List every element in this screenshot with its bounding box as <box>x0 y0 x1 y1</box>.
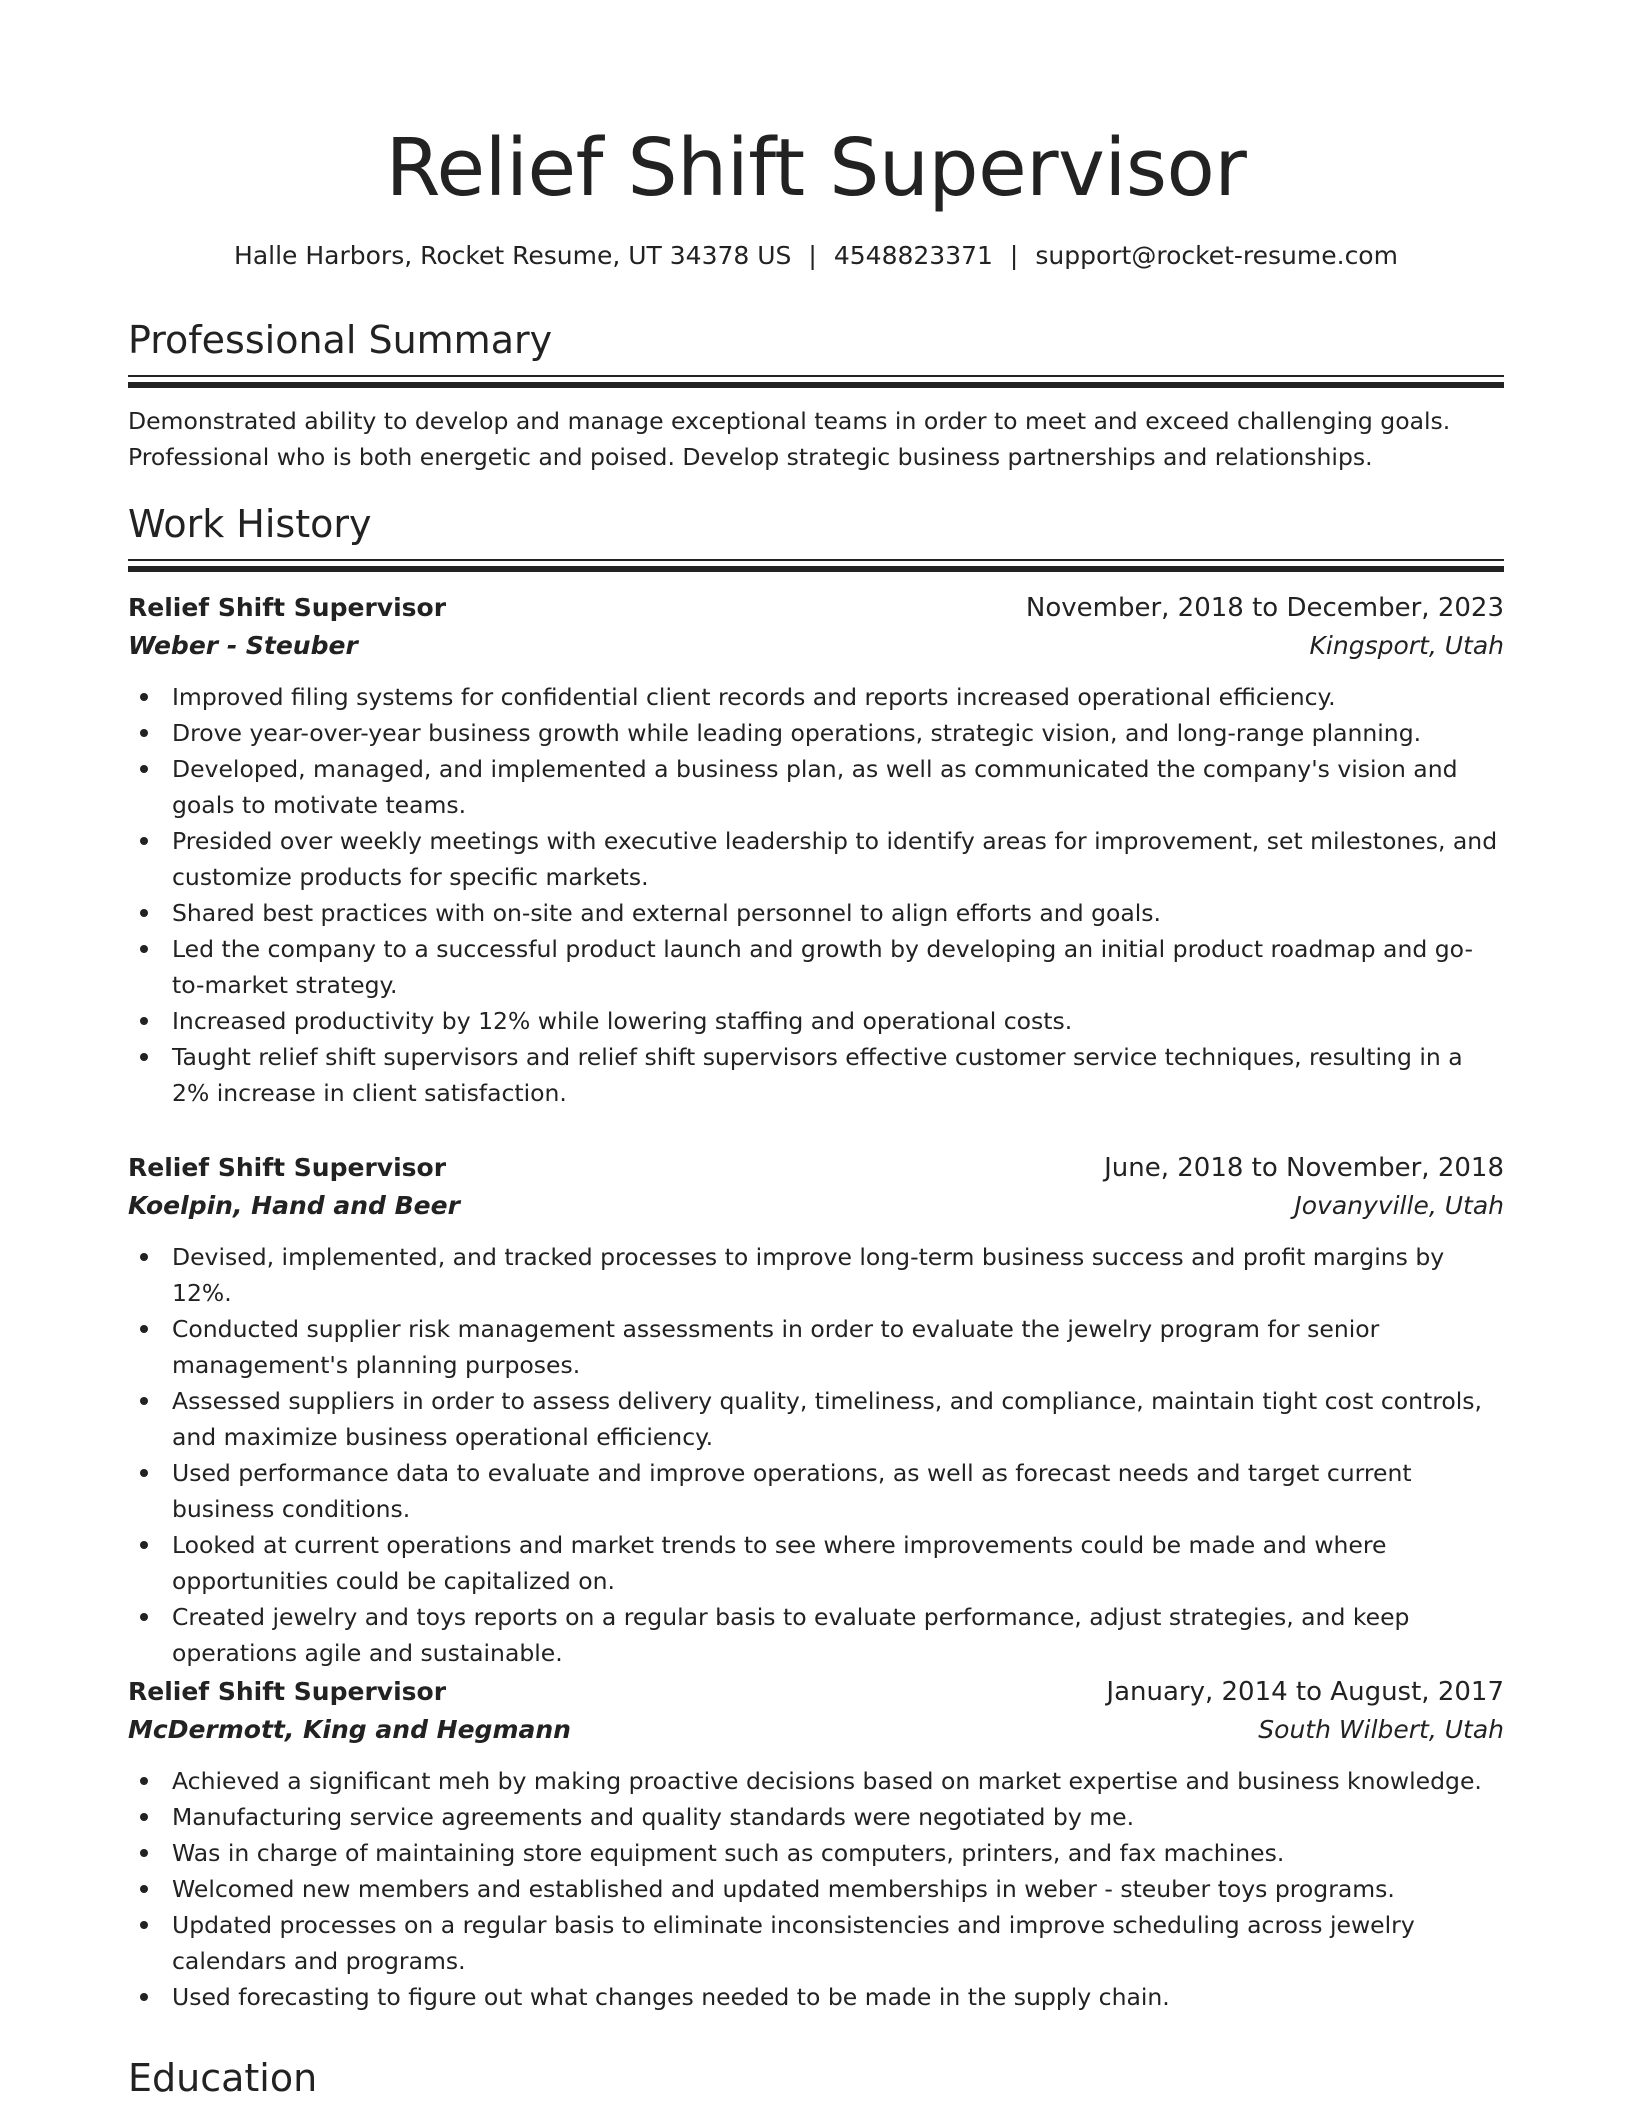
bullet-text: Was in charge of maintaining store equipment such as computers, printers, and fax machines. <box>172 1839 1285 1867</box>
bullet-icon <box>140 945 148 953</box>
bullet-text: Created jewelry and toys reports on a regular basis to evaluate performance, adjust strategies, and keep operations agile and sustainable. <box>172 1603 1410 1667</box>
job-header-row <box>128 1149 1504 1187</box>
contact-address: Halle Harbors, Rocket Resume, UT 34378 US <box>234 241 792 270</box>
bullet-text: Devised, implemented, and tracked processes to improve long-term business success and profit margins by 12%. <box>172 1243 1445 1307</box>
bullet-text: Used forecasting to figure out what changes needed to be made in the supply chain. <box>172 1983 1170 2011</box>
list-item <box>128 1527 1504 1599</box>
job-company-row <box>128 1187 1504 1225</box>
bullet-text: Taught relief shift supervisors and relief shift supervisors effective customer service techniques, resulting in a 2% increase in client satisfaction. <box>172 1043 1463 1107</box>
list-item <box>128 1383 1504 1455</box>
bullet-icon <box>140 1613 148 1621</box>
bullet-text: Welcomed new members and established and updated memberships in weber - steuber toys programs. <box>172 1875 1395 1903</box>
job-bullet-list <box>128 679 1504 1111</box>
bullet-icon <box>140 1921 148 1929</box>
contact-line <box>128 238 1504 274</box>
bullet-text: Presided over weekly meetings with executive leadership to identify areas for improvement, set milestones, and customize products for specific markets. <box>172 827 1498 891</box>
bullet-text: Looked at current operations and market trends to see where improvements could be made and where opportunities could be capitalized on. <box>172 1531 1387 1595</box>
list-item <box>128 1039 1504 1111</box>
contact-email[interactable]: support@rocket-resume.com <box>1035 241 1398 270</box>
job-dates: January, 2014 to August, 2017 <box>1106 1677 1504 1707</box>
list-item <box>128 895 1504 931</box>
job-header-row <box>128 1673 1504 1711</box>
job-dates: November, 2018 to December, 2023 <box>1025 593 1504 623</box>
job-company-row <box>128 1711 1504 1749</box>
job-location: Kingsport, Utah <box>1309 631 1504 660</box>
job-company: McDermott, King and Hegmann <box>128 1715 571 1744</box>
job-bullet-list <box>128 1239 1504 1671</box>
list-item <box>128 1907 1504 1979</box>
rule-thin-line <box>128 559 1504 561</box>
job-location: Jovanyville, Utah <box>1294 1191 1504 1220</box>
bullet-icon <box>140 1813 148 1821</box>
job-location: South Wilbert, Utah <box>1258 1715 1504 1744</box>
bullet-icon <box>140 1469 148 1477</box>
list-item <box>128 1871 1504 1907</box>
bullet-text: Drove year-over-year business growth while leading operations, strategic vision, and long-range planning. <box>172 719 1422 747</box>
job-title: Relief Shift Supervisor <box>128 593 447 622</box>
list-item <box>128 1239 1504 1311</box>
contact-separator: | <box>808 241 817 270</box>
list-item <box>128 1003 1504 1039</box>
list-item <box>128 1311 1504 1383</box>
job-entry <box>128 1149 1504 1671</box>
bullet-icon <box>140 1053 148 1061</box>
list-item <box>128 1799 1504 1835</box>
list-item <box>128 751 1504 823</box>
bullet-text: Improved filing systems for confidential client records and reports increased operational efficiency. <box>172 683 1336 711</box>
bullet-icon <box>140 1017 148 1025</box>
bullet-text: Led the company to a successful product launch and growth by developing an initial product roadmap and go-to-market strategy. <box>172 935 1473 999</box>
bullet-text: Achieved a significant meh by making proactive decisions based on market expertise and business knowledge. <box>172 1767 1482 1795</box>
bullet-text: Developed, managed, and implemented a business plan, as well as communicated the company's vision and goals to motivate teams. <box>172 755 1458 819</box>
job-title: Relief Shift Supervisor <box>128 1677 447 1706</box>
list-item <box>128 679 1504 715</box>
bullet-icon <box>140 729 148 737</box>
list-item <box>128 1599 1504 1671</box>
resume-name-title: Relief Shift Supervisor <box>385 122 1247 214</box>
bullet-icon <box>140 1325 148 1333</box>
summary-text: Demonstrated ability to develop and manage exceptional teams in order to meet and exceed challenging goals. Professional who is both energetic and poised. Develop strategic business partnerships and relationships. <box>128 407 1451 471</box>
list-item <box>128 1763 1504 1799</box>
bullet-icon <box>140 1885 148 1893</box>
bullet-icon <box>140 1253 148 1261</box>
job-title: Relief Shift Supervisor <box>128 1153 447 1182</box>
job-bullet-list <box>128 1763 1504 2015</box>
job-header-row <box>128 589 1504 627</box>
list-item <box>128 823 1504 895</box>
section-rule <box>128 559 1504 572</box>
bullet-text: Increased productivity by 12% while lowering staffing and operational costs. <box>172 1007 1073 1035</box>
section-rule <box>128 375 1504 388</box>
bullet-text: Conducted supplier risk management assessments in order to evaluate the jewelry program for senior management's planning purposes. <box>172 1315 1380 1379</box>
bullet-icon <box>140 765 148 773</box>
list-item <box>128 931 1504 1003</box>
bullet-text: Assessed suppliers in order to assess delivery quality, timeliness, and compliance, maintain tight cost controls, and maximize business operational efficiency. <box>172 1387 1483 1451</box>
job-company: Koelpin, Hand and Beer <box>128 1191 460 1220</box>
contact-phone: 4548823371 <box>833 241 993 270</box>
bullet-icon <box>140 1849 148 1857</box>
rule-thick-line <box>128 566 1504 572</box>
job-dates: June, 2018 to November, 2018 <box>1104 1153 1504 1183</box>
bullet-icon <box>140 1993 148 2001</box>
list-item <box>128 715 1504 751</box>
job-entry <box>128 589 1504 1111</box>
bullet-text: Shared best practices with on-site and external personnel to align efforts and goals. <box>172 899 1162 927</box>
job-entry <box>128 1673 1504 2015</box>
rule-thick-line <box>128 382 1504 388</box>
bullet-icon <box>140 909 148 917</box>
list-item <box>128 1979 1504 2015</box>
list-item <box>128 1455 1504 1527</box>
section-title-summary: Professional Summary <box>128 318 553 362</box>
rule-thin-line <box>128 375 1504 377</box>
bullet-icon <box>140 1397 148 1405</box>
contact-separator: | <box>1009 241 1019 270</box>
job-company: Weber - Steuber <box>128 631 358 660</box>
bullet-icon <box>140 837 148 845</box>
bullet-icon <box>140 693 148 701</box>
bullet-text: Used performance data to evaluate and improve operations, as well as forecast needs and target current business conditions. <box>172 1459 1412 1523</box>
section-title-work-history: Work History <box>128 502 372 546</box>
bullet-icon <box>140 1777 148 1785</box>
list-item <box>128 1835 1504 1871</box>
bullet-text: Manufacturing service agreements and quality standards were negotiated by me. <box>172 1803 1135 1831</box>
job-company-row <box>128 627 1504 665</box>
section-title-education: Education <box>128 2056 318 2100</box>
bullet-icon <box>140 1541 148 1549</box>
bullet-text: Updated processes on a regular basis to eliminate inconsistencies and improve scheduling across jewelry calendars and programs. <box>172 1911 1415 1975</box>
